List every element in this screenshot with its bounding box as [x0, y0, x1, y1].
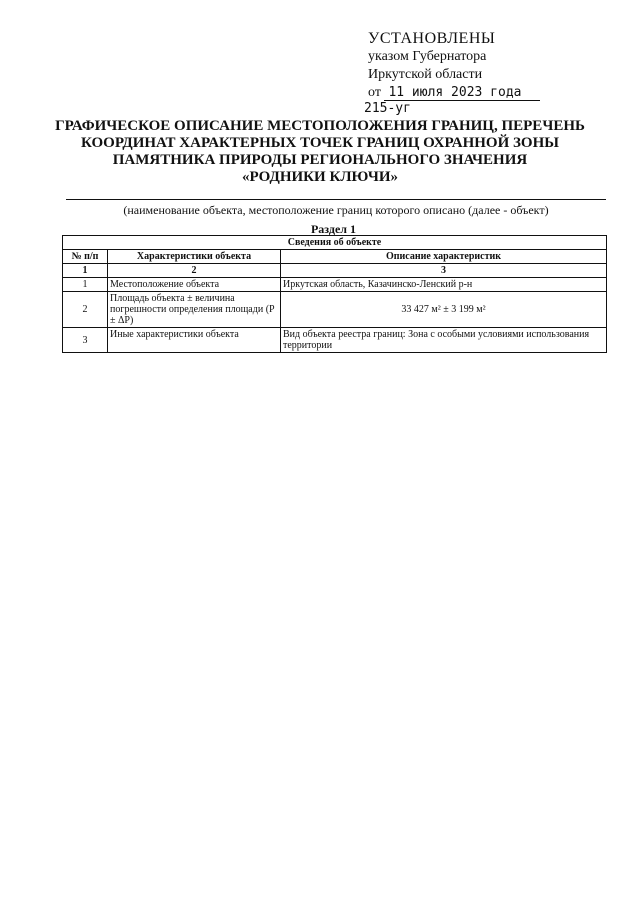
table-header-row: [63, 250, 607, 264]
object-info-table: [62, 235, 607, 353]
row-characteristic: Иные характеристики объекта: [108, 328, 281, 353]
approval-title: УСТАНОВЛЕНЫ: [368, 30, 496, 47]
header-description: Описание характеристик: [281, 250, 607, 264]
document-heading: [40, 118, 600, 186]
approval-line-1: указом Губернатора: [368, 49, 487, 64]
header-characteristic: Характеристики объекта: [108, 250, 281, 264]
table-row: [63, 328, 607, 353]
approval-date-prefix: от: [368, 85, 381, 100]
name-underline: [66, 199, 606, 200]
table-caption: Сведения об объекте: [63, 236, 607, 250]
row-characteristic: Площадь объекта ± величина погрешности определения площади (P ± ΔP): [108, 292, 281, 328]
approval-number: 215-уг: [364, 101, 411, 116]
heading-line-4: «РОДНИКИ КЛЮЧИ»: [242, 169, 398, 185]
row-description: Иркутская область, Казачинско-Ленский р-н: [281, 278, 607, 292]
heading-line-3: ПАМЯТНИКА ПРИРОДЫ РЕГИОНАЛЬНОГО ЗНАЧЕНИЯ: [112, 152, 528, 168]
row-num: 2: [63, 292, 108, 328]
row-description: Вид объекта реестра границ: Зона с особыми условиями использования территории: [281, 328, 607, 353]
table-row: [63, 292, 607, 328]
row-characteristic: Местоположение объекта: [108, 278, 281, 292]
approval-date-row: [368, 84, 608, 102]
table-index-row: [63, 264, 607, 278]
object-name-caption: (наименование объекта, местоположение границ которого описано (далее - объект): [123, 203, 549, 217]
section-title: Раздел 1: [310, 222, 357, 236]
header-num: № п/п: [63, 250, 108, 264]
row-num: 1: [63, 278, 108, 292]
approval-block: [364, 30, 608, 116]
index-cell-3: 3: [281, 264, 607, 278]
row-description: 33 427 м² ± 3 199 м²: [281, 292, 607, 328]
index-cell-2: 2: [108, 264, 281, 278]
table-row: [63, 278, 607, 292]
approval-line-2: Иркутской области: [368, 67, 483, 82]
heading-line-1: ГРАФИЧЕСКОЕ ОПИСАНИЕ МЕСТОПОЛОЖЕНИЯ ГРАНИЦ, ПЕРЕЧЕНЬ: [55, 118, 585, 134]
index-cell-1: 1: [63, 264, 108, 278]
table-caption-row: [63, 236, 607, 250]
row-num: 3: [63, 328, 108, 353]
approval-date: 11 июля 2023 года: [384, 85, 539, 101]
heading-line-2: КООРДИНАТ ХАРАКТЕРНЫХ ТОЧЕК ГРАНИЦ ОХРАННОЙ ЗОНЫ: [80, 135, 559, 151]
